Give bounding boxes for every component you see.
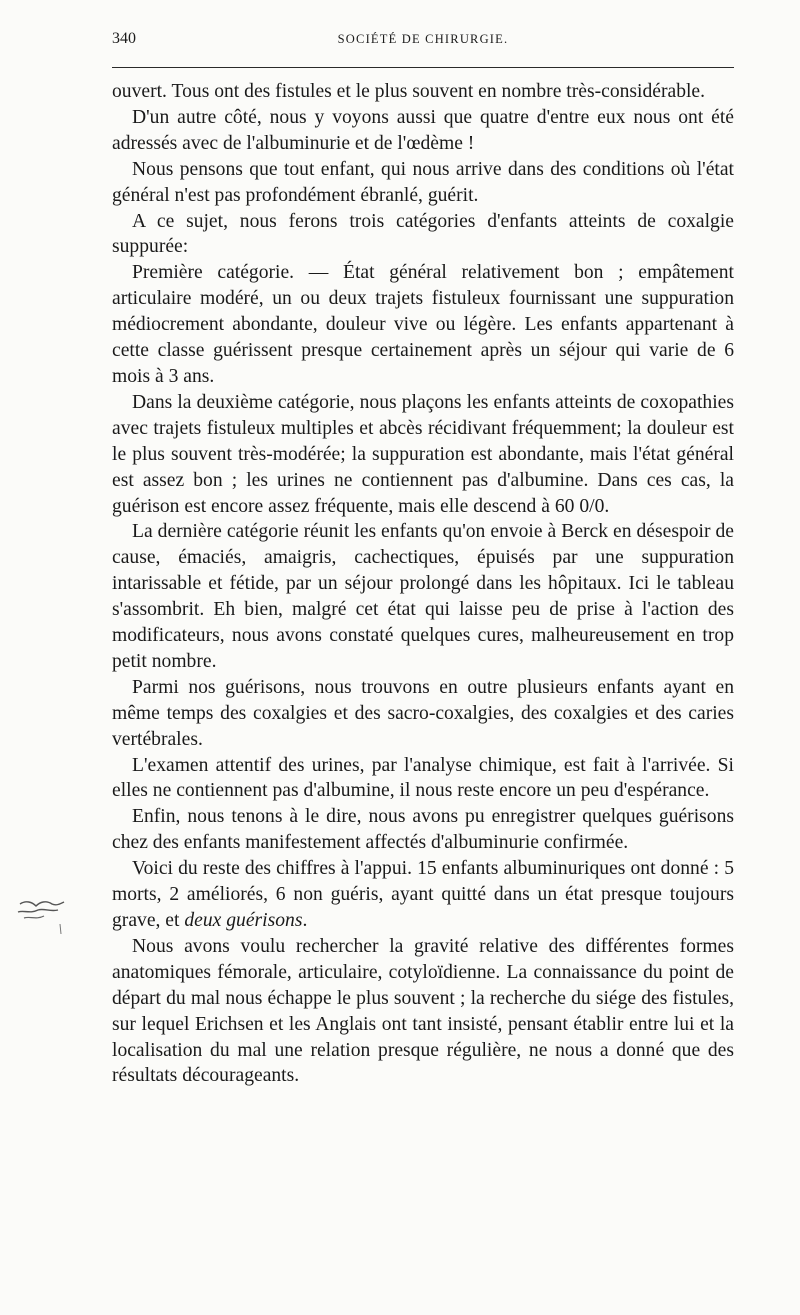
paragraph: D'un autre côté, nous y voyons aussi que quatre d'entre eux nous ont été adressés avec de l'albuminurie et de l'œdème ! [112, 106, 734, 154]
paragraph: Première catégorie. — État général relativement bon ; empâtement articulaire modéré, un ou deux trajets fistuleux fournissant une suppuration médiocrement abondante, douleur vive ou légère. Les enfants appartenant à cette classe guérissent presque certainement après un séjour qui varie de 6 mois à 3 ans. [112, 262, 734, 387]
paragraph: L'examen attentif des urines, par l'analyse chimique, est fait à l'arrivée. Si elles ne contiennent pas d'albumine, il nous reste encore un peu d'espérance. [112, 754, 734, 802]
running-title: SOCIÉTÉ DE CHIRURGIE. [337, 32, 509, 46]
paragraph: Dans la deuxième catégorie, nous plaçons les enfants atteints de coxopathies avec trajets fistuleux multiples et abcès récidivant fréquemment; la douleur est le plus souvent très-modérée; la suppuration est abondante, mais l'état général est assez bon ; les urines ne contiennent pas d'albumine. Dans ces cas, la guérison est encore assez fréquente, mais elle descend à 60 0/0. [112, 391, 734, 517]
running-head [112, 30, 734, 54]
paragraph: La dernière catégorie réunit les enfants qu'on envoie à Berck en désespoir de cause, émaciés, amaigris, cachectiques, épuisés par une suppuration intarissable et fétide, par un séjour prolongé dans les hôpitaux. Ici le tableau s'assombrit. Eh bien, malgré cet état qui laisse peu de prise à l'action des modificateurs, nous avons constaté quelques cures, malheureusement en trop petit nombre. [112, 521, 734, 672]
paragraph-tail: . [302, 910, 308, 931]
paragraph: Nous avons voulu rechercher la gravité relative des différentes formes anatomiques fémorale, articulaire, cotyloïdienne. La connaissance du point de départ du mal nous échappe le plus souvent ; la recherche du siége des fistules, sur lequel Erichsen et les Anglais ont tant insisté, pensant établir entre lui et la localisation du mal une relation presque régulière, ne nous a donné que des résultats décourageants. [112, 935, 734, 1087]
emphasis-text: deux guérisons [184, 910, 303, 931]
paragraph: Enfin, nous tenons à le dire, nous avons pu enregistrer quelques guérisons chez des enfants manifestement affectés d'albuminurie confirmée. [112, 806, 734, 854]
paragraph: Parmi nos guérisons, nous trouvons en outre plusieurs enfants ayant en même temps des coxalgies et des sacro-coxalgies, des coxalgies et des caries vertébrales. [112, 676, 734, 750]
paragraph: ouvert. Tous ont des fistules et le plus souvent en nombre très-considérable. [112, 81, 706, 102]
margin-scribble [14, 890, 70, 942]
paragraph: A ce sujet, nous ferons trois catégories d'enfants atteints de coxalgie suppurée: [112, 210, 734, 258]
header-rule [112, 67, 734, 68]
body-text [112, 79, 734, 1089]
paragraph-text: Voici du reste des chiffres à l'appui. 15 enfants albuminuriques ont donné : 5 morts, 2 améliorés, 6 non guéris, ayant quitté dans un état presque toujours grave, et [112, 858, 734, 931]
paragraph [112, 856, 734, 934]
paragraph: Nous pensons que tout enfant, qui nous arrive dans des conditions où l'état général n'est pas profondément ébranlé, guérit. [112, 158, 734, 206]
page-number: 340 [112, 30, 136, 47]
